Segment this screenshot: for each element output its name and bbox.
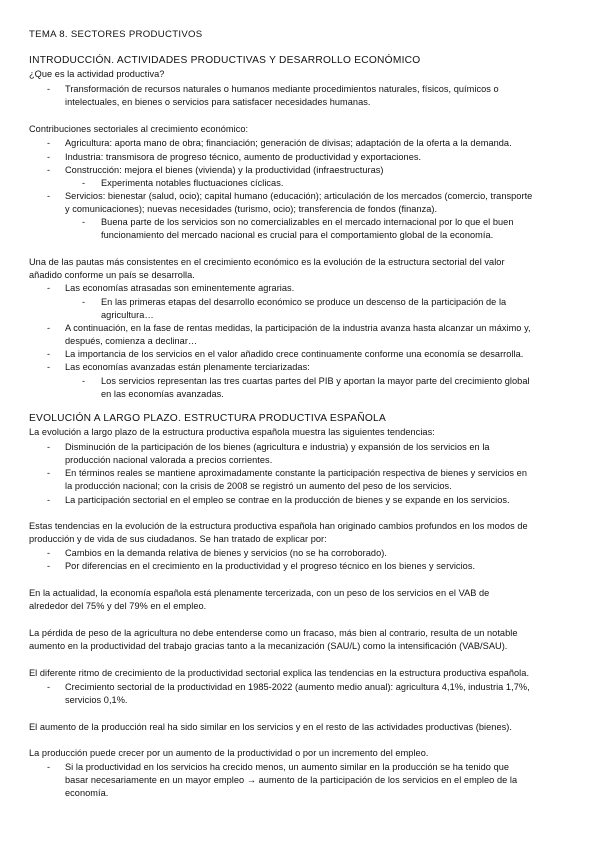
list-item: Disminución de la participación de los bienes (agricultura e industria) y expansión de los servicios en la xyxy=(65,442,490,452)
bullet-dash: - xyxy=(47,682,51,692)
paragraph-text: El diferente ritmo de crecimiento de la productividad sectorial explica las tendencias en la estructura productiva española. xyxy=(29,668,530,678)
list-item: La importancia de los servicios en el valor añadido crece continuamente conforme una economía se desarrolla. xyxy=(65,349,524,359)
list-item: Crecimiento sectorial de la productividad en 1985-2022 (aumento medio anual): agricultura 4,1%, industria 1,7%, xyxy=(65,682,530,692)
paragraph-text: El aumento de la producción real ha sido similar en los servicios y en el resto de las actividades productivas (bienes). xyxy=(29,722,512,732)
paragraph-text: La producción puede crecer por un aumento de la productividad o por un incremento del empleo. xyxy=(29,748,429,758)
definition-line: intelectuales, en bienes o servicios para satisfacer necesidades humanas. xyxy=(65,97,371,107)
list-item: basar necesariamente en un mayor empleo → aumento de la participación de los servicios en el empleo de la xyxy=(65,775,518,785)
section-heading-intro: INTRODUCCIÓN. ACTIVIDADES PRODUCTIVAS Y DESARROLLO ECONÓMICO xyxy=(29,55,421,66)
sub-list-item: En las primeras etapas del desarrollo económico se produce un descenso de la participación de la xyxy=(101,297,507,307)
list-item: Las economías atrasadas son eminentemente agrarias. xyxy=(65,283,295,293)
definition-line: Transformación de recursos naturales o humanos mediante procedimientos naturales, físicos, químicos o xyxy=(65,84,499,94)
list-item: Construcción: mejora el bienes (vivienda) y la productividad (infraestructuras) xyxy=(65,165,384,175)
list-item: En términos reales se mantiene aproximadamente constante la participación respectiva de bienes y servicios en xyxy=(65,468,528,478)
paragraph-text: Contribuciones sectoriales al crecimiento económico: xyxy=(29,124,249,134)
sub-list-item: Experimenta notables fluctuaciones cíclicas. xyxy=(101,178,284,188)
list-item: economía. xyxy=(65,788,109,798)
sub-list-item: Buena parte de los servicios son no comercializables en el mercado internacional por lo que el buen xyxy=(101,217,514,227)
list-item: La participación sectorial en el empleo se contrae en la producción de bienes y se expande en los servicios. xyxy=(65,495,510,505)
bullet-dash: - xyxy=(47,762,51,772)
bullet-dash: - xyxy=(47,84,51,94)
list-item: la producción nacional; con la crisis de 2008 se registró un aumento del peso de los servicios. xyxy=(65,481,452,491)
paragraph-text: La evolución a largo plazo de la estructura productiva española muestra las siguientes tendencias: xyxy=(29,427,435,437)
bullet-dash: - xyxy=(47,561,51,571)
list-item: Agricultura: aporta mano de obra; financiación; generación de divisas; adaptación de la oferta a la demanda. xyxy=(65,138,512,148)
bullet-dash: - xyxy=(82,297,86,307)
paragraph-text: En la actualidad, la economía española está plenamente tercerizada, con un peso de los servicios en el VAB de xyxy=(29,588,490,598)
paragraph-text: añadido conforme un país se desarrolla. xyxy=(29,270,195,280)
paragraph-text: Una de las pautas más consistentes en el crecimiento económico es la evolución de la estructura sectorial del valor xyxy=(29,257,505,267)
bullet-dash: - xyxy=(47,548,51,558)
paragraph-text: Estas tendencias en la evolución de la estructura productiva española han originado cambios profundos en los modos de xyxy=(29,521,528,531)
bullet-dash: - xyxy=(47,349,51,359)
list-item: A continuación, en la fase de rentas medidas, la participación de la industria avanza hasta alcanzar un máximo y, xyxy=(65,323,531,333)
list-item: servicios 0,1%. xyxy=(65,695,128,705)
section-heading-evolucion: EVOLUCIÓN A LARGO PLAZO. ESTRUCTURA PRODUCTIVA ESPAÑOLA xyxy=(29,413,386,424)
bullet-dash: - xyxy=(82,178,86,188)
paragraph-text: producción y de vida de sus ciudadanos. Se han tratado de explicar por: xyxy=(29,534,327,544)
bullet-dash: - xyxy=(82,376,86,386)
question-text: ¿Que es la actividad productiva? xyxy=(29,69,165,79)
list-item: Industria: transmisora de progreso técnico, aumento de productividad y exportaciones. xyxy=(65,152,422,162)
list-item: Las economías avanzadas están plenamente terciarizadas: xyxy=(65,362,310,372)
paragraph-text: aumento en la productividad del trabajo gracias tanto a la mecanización (SAU/L) como la intensificación (VAB/SAU). xyxy=(29,641,508,651)
bullet-dash: - xyxy=(47,138,51,148)
bullet-dash: - xyxy=(47,165,51,175)
bullet-dash: - xyxy=(47,495,51,505)
bullet-dash: - xyxy=(47,323,51,333)
list-item: Por diferencias en el crecimiento en la productividad y el progreso técnico en los bienes y servicios. xyxy=(65,561,476,571)
sub-list-item: agricultura… xyxy=(101,310,154,320)
bullet-dash: - xyxy=(47,152,51,162)
bullet-dash: - xyxy=(47,283,51,293)
bullet-dash: - xyxy=(82,217,86,227)
bullet-dash: - xyxy=(47,362,51,372)
bullet-dash: - xyxy=(47,191,51,201)
list-item: producción nacional valorada a precios corrientes. xyxy=(65,455,273,465)
bullet-dash: - xyxy=(47,468,51,478)
list-item: Cambios en la demanda relativa de bienes y servicios (no se ha corroborado). xyxy=(65,548,387,558)
paragraph-text: alrededor del 75% y del 79% en el empleo. xyxy=(29,601,207,611)
sub-list-item: Los servicios representan las tres cuartas partes del PIB y aportan la mayor parte del crecimiento global xyxy=(101,376,530,386)
paragraph-text: La pérdida de peso de la agricultura no debe entenderse como un fracaso, más bien al contrario, resulta de un notable xyxy=(29,628,518,638)
list-item: y comunicaciones); nuevas necesidades (turismo, ocio); transferencia de fondos (finanza). xyxy=(65,204,438,214)
list-item: Servicios: bienestar (salud, ocio); capital humano (educación); articulación de los mercados (comercio, transporte xyxy=(65,191,533,201)
document-title: TEMA 8. SECTORES PRODUCTIVOS xyxy=(29,29,203,40)
list-item: después, comienza a declinar… xyxy=(65,336,198,346)
sub-list-item: funcionamiento del mercado nacional es crucial para el comportamiento global de la economía. xyxy=(101,230,494,240)
sub-list-item: en las economías avanzadas. xyxy=(101,389,224,399)
list-item: Si la productividad en los servicios ha crecido menos, un aumento similar en la producción se ha tenido que xyxy=(65,762,510,772)
bullet-dash: - xyxy=(47,442,51,452)
